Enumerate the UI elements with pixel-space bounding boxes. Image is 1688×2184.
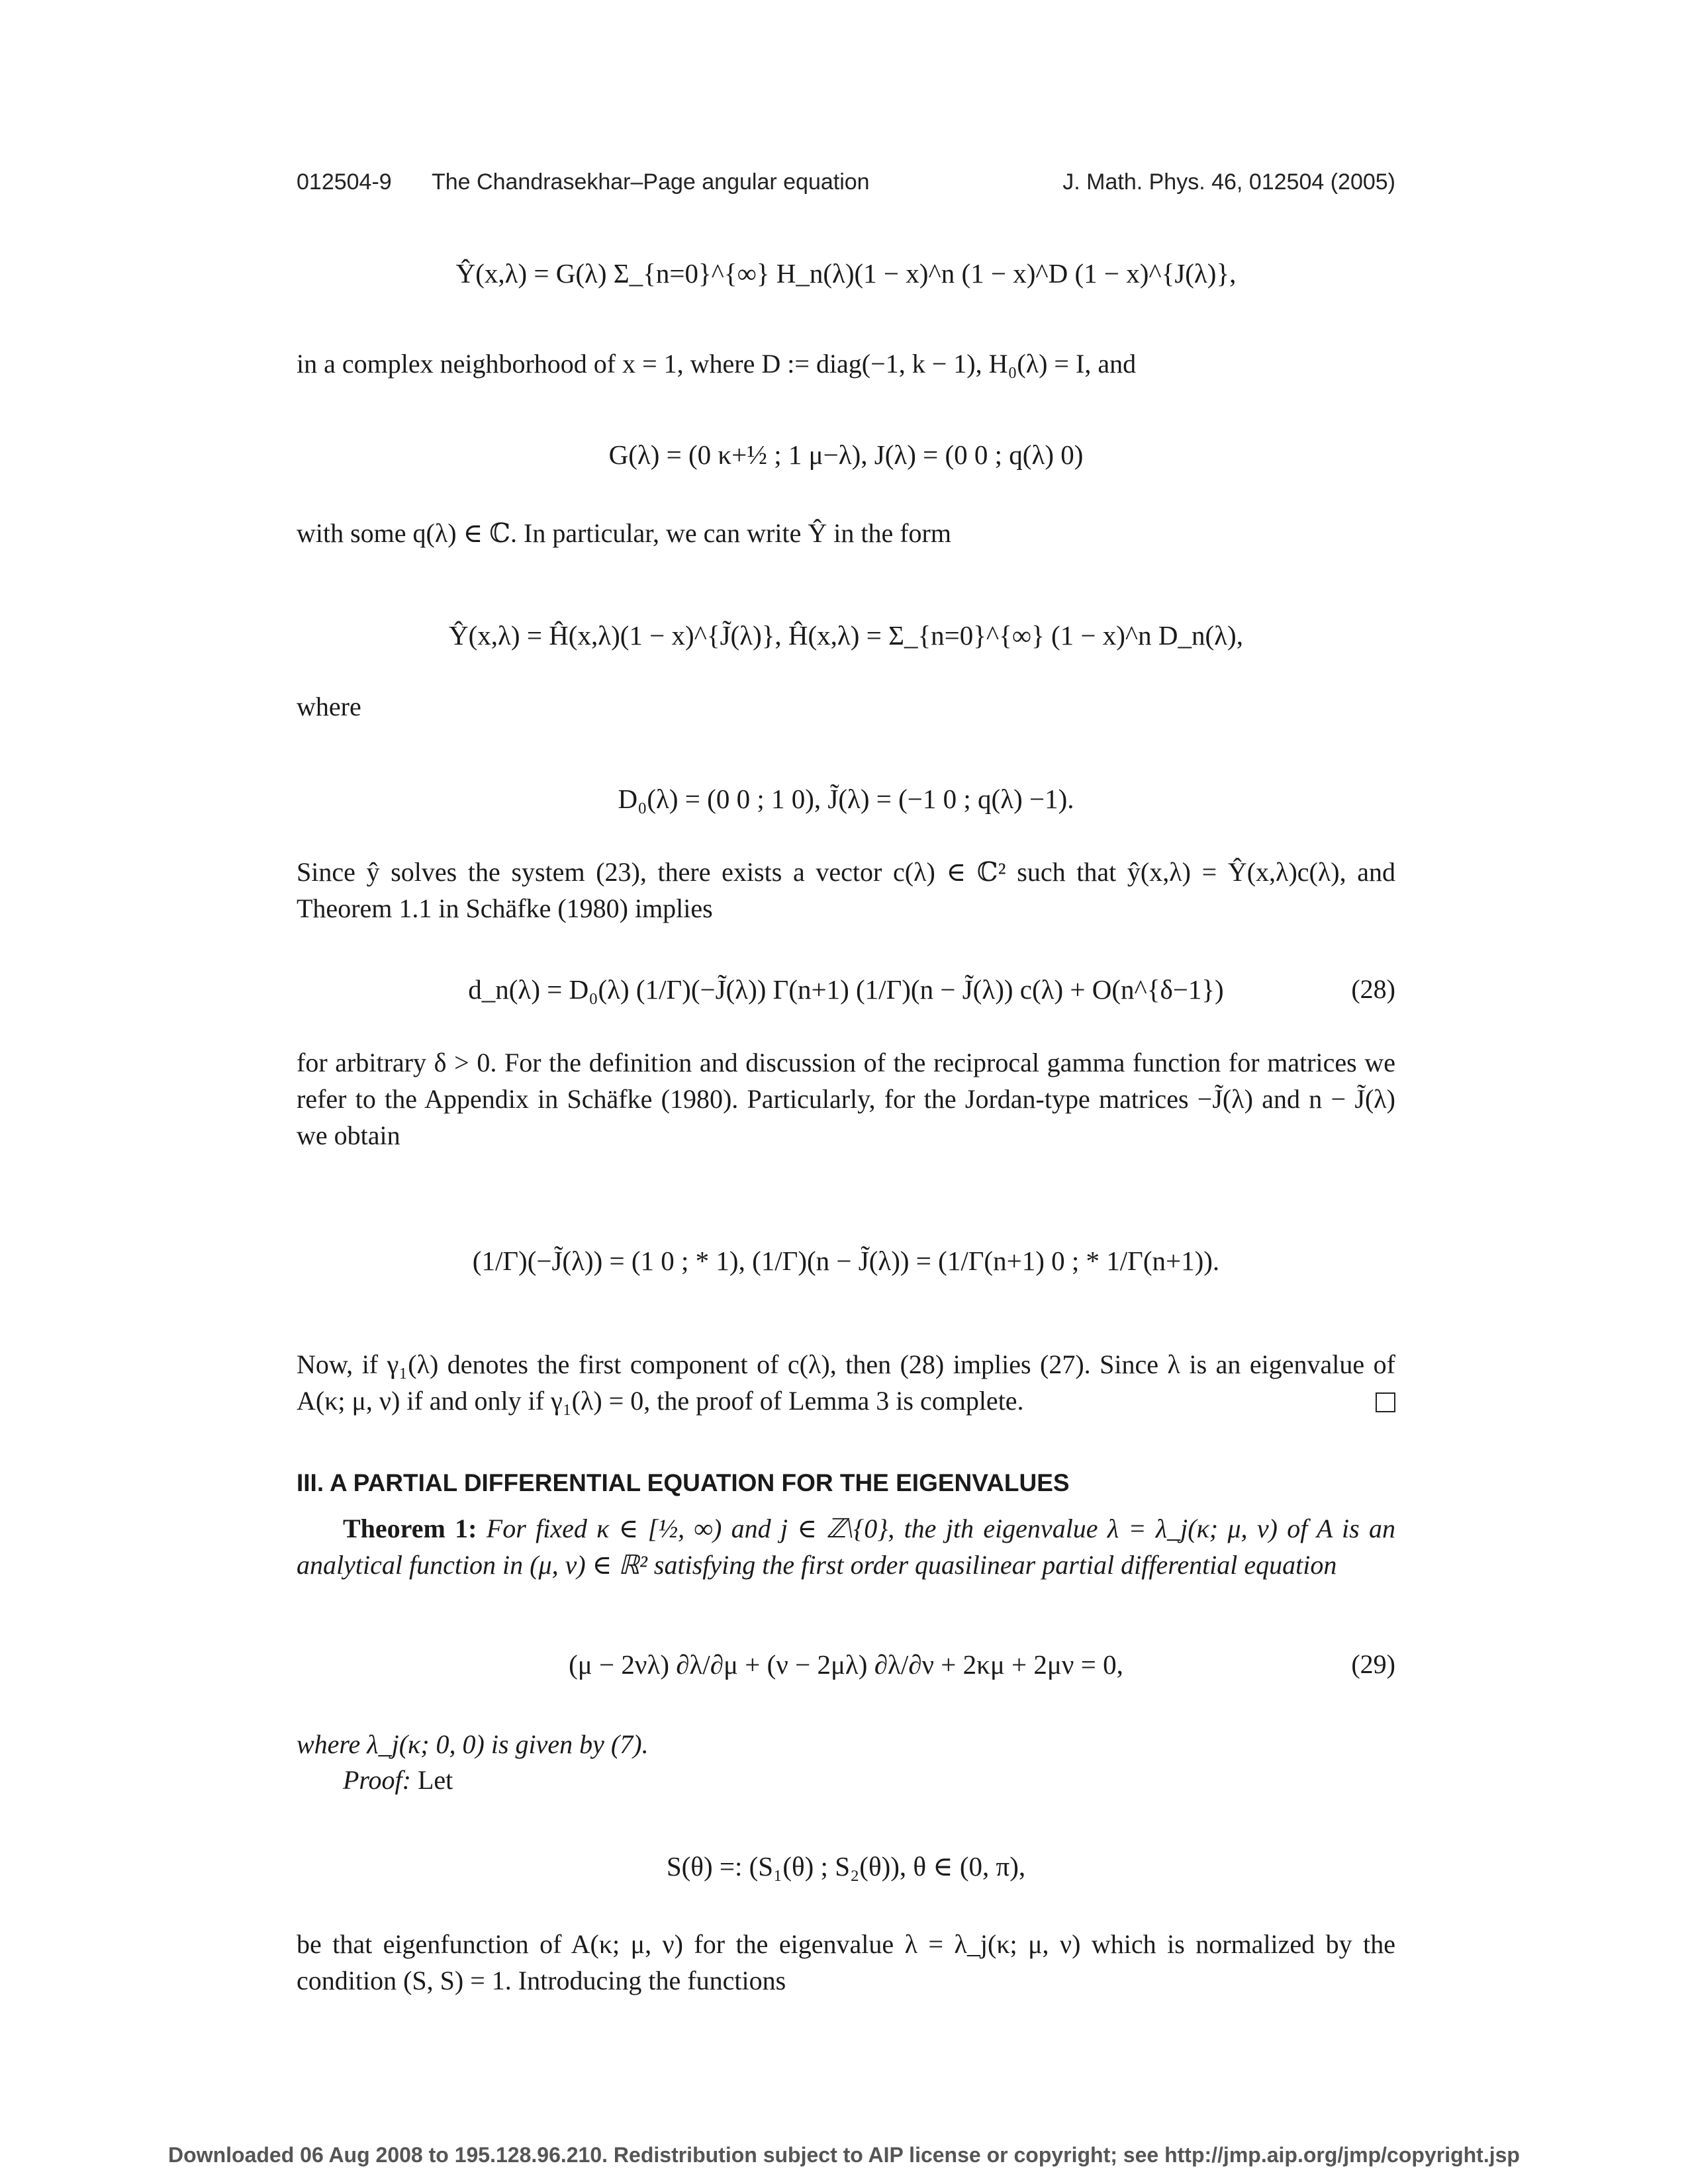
- page-id: 012504-9: [297, 169, 392, 195]
- equation-y-series: Ŷ(x,λ) = G(λ) Σ_{n=0}^{∞} H_n(λ)(1 − x)^n (1 − x)^D (1 − x)^{J(λ)},: [455, 258, 1237, 289]
- paragraph-neighborhood: in a complex neighborhood of x = 1, where D := diag(−1, k − 1), H₀(λ) = I, and: [297, 349, 1137, 379]
- section-heading: III. A PARTIAL DIFFERENTIAL EQUATION FOR THE EIGENVALUES: [297, 1469, 1070, 1496]
- equation-28-body: d_n(λ) = D₀(λ) (1/Γ)(−J̃(λ)) Γ(n+1) (1/Γ)(n − J̃(λ)) c(λ) + O(n^{δ−1}): [468, 974, 1224, 1005]
- equation-29: [297, 1648, 1395, 1681]
- equation-s-theta: S(θ) =: (S₁(θ) ; S₂(θ)), θ ∈ (0, π),: [666, 1851, 1026, 1882]
- qed-square-icon: [1376, 1392, 1395, 1412]
- equation-29-body: (μ − 2νλ) ∂λ/∂μ + (ν − 2μλ) ∂λ/∂ν + 2κμ + 2μν = 0,: [569, 1649, 1123, 1680]
- download-footer: Downloaded 06 Aug 2008 to 195.128.96.210. Redistribution subject to AIP license or copyright; see http://jmp.aip.org/jmp/copyright.jsp: [168, 2143, 1520, 2167]
- proof-start: [297, 1762, 1395, 1798]
- paragraph-lemma-3-proof: Now, if γ₁(λ) denotes the first component of c(λ), then (28) implies (27). Since λ is an eigenvalue of A(κ; μ, ν) if and only if γ₁(λ) = 0, the proof of Lemma 3 is complete.: [297, 1349, 1395, 1416]
- paragraph-eigenfunction: be that eigenfunction of A(κ; μ, ν) for the eigenvalue λ = λ_j(κ; μ, ν) which is normalized by the condition (S, S) = 1. Introducing the functions: [297, 1929, 1395, 1995]
- equation-28-number: (28): [1351, 974, 1395, 1004]
- equation-y-form: Ŷ(x,λ) = Ĥ(x,λ)(1 − x)^{J̃(λ)}, Ĥ(x,λ) = Σ_{n=0}^{∞} (1 − x)^n D_n(λ),: [449, 620, 1243, 651]
- paragraph-since-y-solves: Since ŷ solves the system (23), there exists a vector c(λ) ∈ ℂ² such that ŷ(x,λ) = Ŷ(x,λ)c(λ), and Theorem 1.1 in Schäfke (1980) implies: [297, 857, 1395, 923]
- equation-reciprocal-gamma: (1/Γ)(−J̃(λ)) = (1 0 ; * 1), (1/Γ)(n − J̃(λ)) = (1/Γ(n+1) 0 ; * 1/Γ(n+1)).: [472, 1246, 1220, 1276]
- journal-citation: J. Math. Phys. 46, 012504 (2005): [1062, 169, 1395, 195]
- paragraph-where: where: [297, 692, 361, 721]
- equation-g-j-matrices: G(λ) = (0 κ+½ ; 1 μ−λ), J(λ) = (0 0 ; q(λ) 0): [608, 439, 1084, 470]
- equation-29-number: (29): [1351, 1649, 1395, 1679]
- paragraph-some-q: with some q(λ) ∈ ℂ. In particular, we can write Ŷ in the form: [297, 518, 951, 548]
- paragraph-where-lambda-j: where λ_j(κ; 0, 0) is given by (7).: [297, 1729, 649, 1759]
- theorem-label: Theorem 1:: [343, 1514, 477, 1543]
- proof-label: Proof:: [343, 1765, 411, 1795]
- equation-d0-jtilde: D₀(λ) = (0 0 ; 1 0), J̃(λ) = (−1 0 ; q(λ) −1).: [618, 784, 1074, 814]
- running-title: The Chandrasekhar–Page angular equation: [432, 169, 870, 195]
- proof-text: Let: [417, 1765, 453, 1795]
- paragraph-arbitrary-delta: for arbitrary δ > 0. For the definition and discussion of the reciprocal gamma function for matrices we refer to the Appendix in Schäfke (1980). Particularly, for the Jordan-type matrices −J̃(λ) and n − J̃(λ) we obtain: [297, 1048, 1395, 1150]
- theorem-1: [297, 1510, 1395, 1583]
- equation-28: [297, 973, 1395, 1006]
- theorem-statement: For fixed κ ∈ [½, ∞) and j ∈ ℤ\{0}, the jth eigenvalue λ = λ_j(κ; μ, ν) of A is an analytical function in (μ, ν) ∈ ℝ² satisfying the first order quasilinear partial differential equation: [297, 1514, 1396, 1580]
